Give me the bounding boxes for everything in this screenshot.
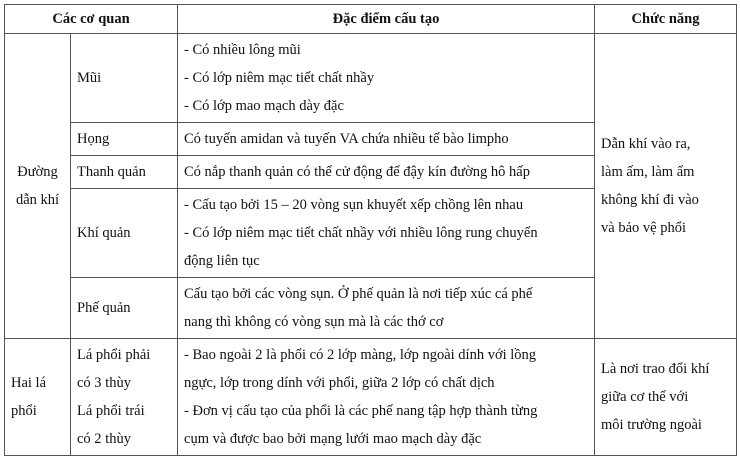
function-line: và bảo vệ phổi (601, 220, 686, 236)
function-lungs (595, 339, 737, 456)
organ-name: Phế quản (71, 278, 178, 339)
organ-features (178, 189, 595, 278)
function-line: làm ấm, làm ẩm (601, 164, 695, 180)
function-line: môi trường ngoài (601, 417, 702, 433)
organ-name (71, 339, 178, 456)
organ-line: có 3 thùy (77, 375, 131, 391)
function-line: giữa cơ thể với (601, 389, 689, 405)
header-organs: Các cơ quan (5, 5, 178, 34)
feature-line: - Có lớp niêm mạc tiết chất nhầy với nhiều lông rung chuyển (184, 225, 538, 241)
organ-features (178, 339, 595, 456)
respiratory-organs-table (4, 4, 737, 456)
feature-line: Có nắp thanh quản có thể cử động để đậy kín đường hô hấp (184, 164, 530, 180)
organ-features (178, 123, 595, 156)
organ-line: Lá phổi phải (77, 347, 151, 363)
group-airway-line2: dẫn khí (15, 192, 60, 208)
feature-line: Cấu tạo bởi các vòng sụn. Ở phế quản là nơi tiếp xúc cá phế (184, 286, 533, 302)
group-lungs-line2: phổi (11, 403, 37, 419)
feature-line: - Cấu tạo bởi 15 – 20 vòng sụn khuyết xếp chồng lên nhau (184, 197, 524, 213)
header-structure: Đặc điểm cấu tạo (178, 5, 595, 34)
feature-line: cụm và được bao bởi mạng lưới mao mạch dày đặc (184, 431, 482, 447)
feature-line: - Bao ngoài 2 là phổi có 2 lớp màng, lớp ngoài dính với lồng (184, 347, 537, 363)
feature-line: ngực, lớp trong dính với phổi, giữa 2 lớp có chất dịch (184, 375, 495, 391)
organ-features (178, 156, 595, 189)
group-airway-line1: Đường (17, 164, 58, 180)
function-airway (595, 34, 737, 339)
function-line: không khí đi vào (601, 192, 699, 208)
feature-line: - Đơn vị cấu tạo của phổi là các phế nang tập hợp thành từng (184, 403, 538, 419)
organ-features (178, 278, 595, 339)
group-airway (5, 34, 71, 339)
function-line: Là nơi trao đổi khí (601, 361, 710, 377)
header-row (5, 5, 737, 34)
table-row (5, 34, 737, 123)
feature-line: - Có nhiều lông mũi (184, 42, 301, 58)
feature-line: nang thì không có vòng sụn mà là các thớ cơ (184, 314, 444, 330)
table-row (5, 339, 737, 456)
group-lungs (5, 339, 71, 456)
feature-line: - Có lớp niêm mạc tiết chất nhầy (184, 70, 375, 86)
organ-name: Thanh quản (71, 156, 178, 189)
function-line: Dẫn khí vào ra, (601, 136, 691, 152)
organ-name: Họng (71, 123, 178, 156)
header-function: Chức năng (595, 5, 737, 34)
organ-name: Khí quản (71, 189, 178, 278)
organ-line: Lá phổi trái (77, 403, 145, 419)
feature-line: - Có lớp mao mạch dày đặc (184, 98, 344, 114)
feature-line: Có tuyến amidan và tuyến VA chứa nhiều tế bào limpho (184, 131, 509, 147)
organ-features (178, 34, 595, 123)
group-lungs-line1: Hai lá (11, 375, 47, 391)
feature-line: động liên tục (184, 253, 260, 269)
organ-line: có 2 thùy (77, 431, 131, 447)
organ-name: Mũi (71, 34, 178, 123)
